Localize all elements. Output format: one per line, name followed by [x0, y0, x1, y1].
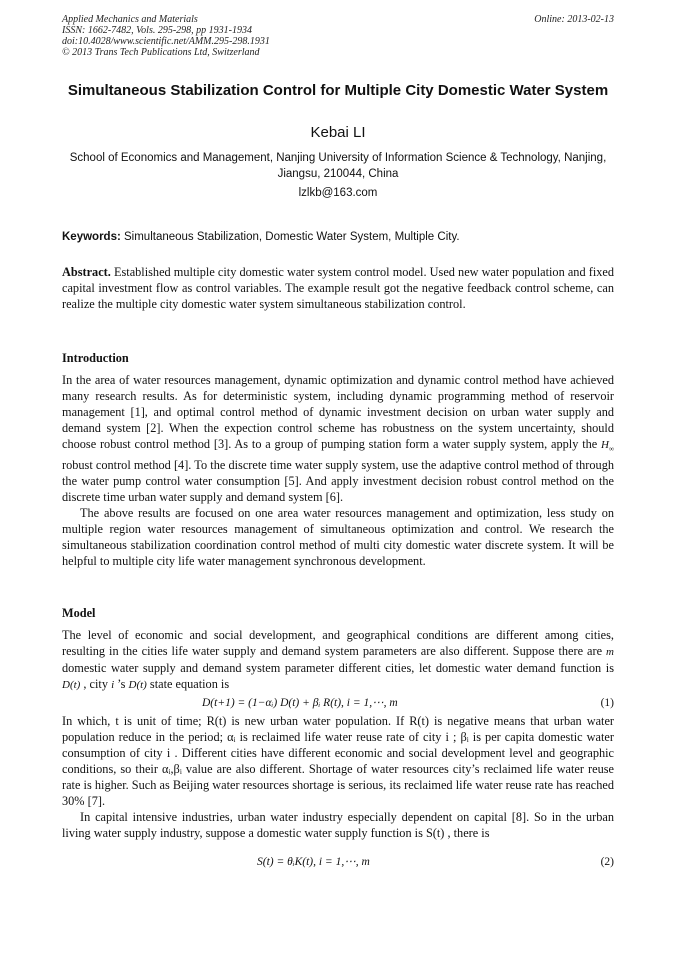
- keywords: [62, 229, 614, 245]
- var-i: i: [111, 679, 115, 691]
- model-body-1: [62, 627, 614, 693]
- paper-title: Simultaneous Stabilization Control for Multiple City Domestic Water System: [67, 82, 609, 99]
- equation-1-formula: D(t+1) = (1−αᵢ) D(t) + βᵢ R(t), i = 1,⋯, m: [202, 697, 398, 709]
- introduction-paragraph-1: [62, 372, 614, 505]
- journal-name: Applied Mechanics and Materials: [62, 14, 198, 25]
- abstract-text: Established multiple city domestic water system control model. Used new water population and fixed capital investment flow as control variables. The example result got the negative feedback control scheme, can realize the multiple city domestic water system simultaneous stabilization control.: [62, 265, 614, 311]
- equation-1-number: (1): [600, 697, 614, 709]
- model-heading: Model: [62, 606, 96, 620]
- doi-line: doi:10.4028/www.scientific.net/AMM.295-298.1931: [62, 36, 270, 47]
- author-email: lzlkb@163.com: [298, 187, 378, 199]
- issn-line: ISSN: 1662-7482, Vols. 295-298, pp 1931-1934: [62, 25, 252, 36]
- h-symbol: H: [601, 439, 609, 451]
- keywords-text: Simultaneous Stabilization, Domestic Water System, Multiple City.: [124, 231, 460, 243]
- online-date: Online: 2013-02-13: [534, 14, 614, 25]
- model-p1-part-c: , city: [83, 677, 108, 691]
- author-name: Kebai LI: [310, 124, 366, 141]
- author-affiliation: School of Economics and Management, Nanjing University of Information Science & Technology, Nanjing, Jiangsu, 210044, China: [69, 152, 607, 180]
- intro-p1-part-a: In the area of water resources management, dynamic optimization and dynamic control method have achieved many research results. As for deterministic system, including dynamic programming method of reservoir management [1], and optimal control method of dynamic investment decision on urban water supply and demand system [2]. When the expection control scheme has robustness on the system uncertainty, should choose robust control method [3]. As to a group of pumping station form a water supply system, apply the: [62, 373, 614, 451]
- copyright-line: © 2013 Trans Tech Publications Ltd, Switzerland: [62, 47, 260, 58]
- model-p1-part-b: domestic water supply and demand system parameter different cities, let domestic water demand function is: [62, 661, 614, 675]
- introduction-paragraph-2: The above results are focused on one area water resources management and optimization, less study on multiple region water resources management of simultaneous optimization and control. We research the simultaneous stabilization coordination control method of multi city domestic water discrete system. It will be helpful to multiple city life water management synchronous development.: [62, 506, 614, 569]
- model-p1-part-a: The level of economic and social development, and geographical conditions are different among cities, resulting in the cities life water supply and demand system parameters are also different. Suppose there are: [62, 628, 614, 658]
- abstract: [62, 264, 614, 312]
- model-p1-part-e: state equation is: [149, 677, 230, 691]
- equation-2-formula: S(t) = θᵢK(t), i = 1,⋯, m: [257, 856, 370, 868]
- keywords-label: Keywords:: [62, 231, 121, 243]
- introduction-heading: Introduction: [62, 351, 129, 365]
- h-infinity-symbol: [601, 439, 614, 454]
- var-dt-2: D(t): [128, 679, 147, 691]
- intro-p1-part-b: robust control method [4]. To the discrete time water supply system, use the adaptive control method of through the water pump control water consumption [5]. And apply investment decision robust control method on the discrete time urban water supply and demand system [6].: [62, 458, 614, 505]
- model-body-2: [62, 713, 614, 841]
- model-paragraph-3: In capital intensive industries, urban water industry especially dependent on capital [8]. So in the urban living water supply industry, suppose a domestic water supply function is S(t) , there is: [62, 810, 614, 840]
- model-p1-part-d: ’s: [117, 677, 126, 691]
- introduction-body: [62, 372, 614, 569]
- model-paragraph-2: In which, t is unit of time; R(t) is new urban water population. If R(t) is negative means that urban water population reduce in the period; αᵢ is reclaimed life water reuse rate of city i ; βᵢ is per capita domestic water consumption of city i . Different cities have different economic and social development level and geographic conditions, so their αᵢ,βᵢ value are also different. Shortage of water resources city’s reclaimed life water reuse rate is higher. Such as Beijing water resources shortage is serious, its reclaimed life water reuse rate has reached 30% [7].: [62, 714, 614, 808]
- h-subscript: ∞: [609, 445, 614, 454]
- equation-2-number: (2): [600, 856, 614, 868]
- var-m: m: [606, 646, 614, 658]
- var-dt: D(t): [62, 679, 81, 691]
- model-paragraph-1: [62, 627, 614, 693]
- journal-header: [62, 14, 614, 58]
- abstract-label: Abstract.: [62, 265, 111, 279]
